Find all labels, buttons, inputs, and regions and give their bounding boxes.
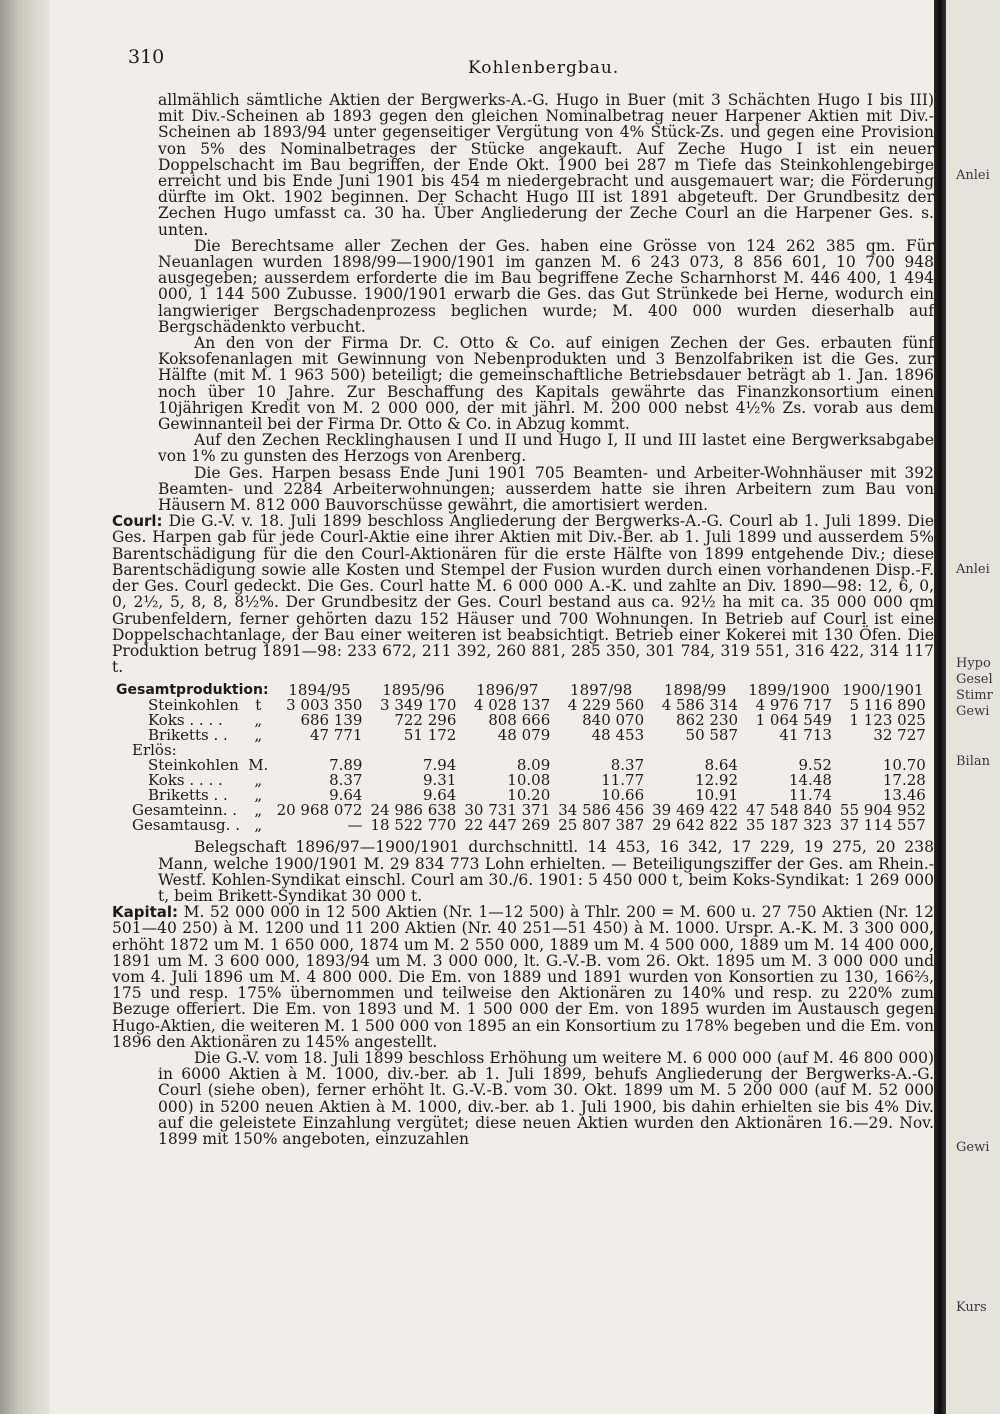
table-cell: 7.94: [422, 756, 457, 775]
table-cell: 32 727: [873, 726, 926, 745]
margin-fragment: Stimr: [956, 688, 993, 703]
table-cell: 4 028 137: [473, 696, 551, 715]
courl-lead: Courl:: [112, 512, 163, 531]
table-cell: 51 172: [403, 726, 457, 745]
table-cell: 22 447 269: [464, 816, 551, 835]
margin-fragment: Anlei: [956, 562, 990, 577]
year-header: 1896/97: [476, 681, 539, 700]
row-label: Gesamteinn. .: [132, 801, 238, 820]
table-cell: 8.37: [329, 771, 363, 790]
margin-fragment: Gewi: [956, 1140, 990, 1155]
margin-fragment: Anlei: [956, 168, 990, 183]
paragraph-hugo: allmählich sämtliche Aktien der Bergwerks-A.-G. Hugo in Buer (mit 3 Schächten Hugo I bis III) mit Div.-Scheinen ab 1893 gegen den gleichen Nominalbetrag neuer Harpener Aktien mit Div.-Scheinen ab 1893/94 unter gegenseitiger Vergütung von 4% Stück-Zs. und gegen eine Provision von 5% des Nominalbetrages der Stücke angekauft. Auf Zeche Hugo I ist ein neuer Doppelschacht im Bau begriffen, der Ende Okt. 1900 bei 287 m Tiefe das Steinkohlengebirge erreicht und bis Ende Juni 1901 bis 454 m niedergebracht und ausgemauert war; die Förderung dürfte im Okt. 1902 beginnen. Der Schacht Hugo III ist 1891 abgeteuft. Der Grundbesitz der Zechen Hugo umfasst ca. 30 ha. Über Angliederung der Zeche Courl an die Harpener Ges. s. unten.: [158, 91, 934, 239]
year-header: 1897/98: [570, 681, 633, 700]
table-cell: 48 079: [497, 726, 551, 745]
table-cell: 10.66: [601, 786, 645, 805]
paragraph-berechtsame: Die Berechtsame aller Zechen der Ges. haben eine Grösse von 124 262 385 qm. Für Neuanlagen wurden 1898/99—1900/1901 im ganzen M. 6 243 073, 8 856 601, 10 700 948 ausgegeben; ausserdem erforderte die im Bau begriffene Zeche Scharnhorst M. 446 400, 1 494 000, 1 144 500 Zubusse. 1900/1901 erwarb die Ges. das Gut Strünkede bei Herne, wodurch ein langwieriger Bergschadenprozess beglichen wurde; M. 400 000 wurden dieserhalb auf Bergschädenkto verbucht.: [158, 236, 934, 336]
table-row: [112, 818, 930, 833]
row-unit: „: [254, 711, 263, 730]
year-header: 1895/96: [382, 681, 445, 700]
table-cell: 12.92: [695, 771, 739, 790]
table-cell: 808 666: [488, 711, 551, 730]
year-header: 1898/99: [663, 681, 727, 700]
table-cell: 29 642 822: [652, 816, 739, 835]
margin-fragment: Kurs: [956, 1300, 987, 1315]
table-cell: 7.89: [329, 756, 363, 775]
production-table: [112, 683, 930, 833]
row-label: Steinkohlen: [148, 696, 239, 715]
paragraph-gv: Die G.-V. vom 18. Juli 1899 beschloss Erhöhung um weitere M. 6 000 000 (auf M. 46 800 000) in 6000 Aktien à M. 1000, div.-ber. ab 1. Juli 1899, behufs Angliederung der Bergwerks-A.-G. Courl (siehe oben), ferner erhöht lt. G.-V.-B. vom 30. Okt. 1899 um M. 5 200 000 (auf M. 52 000 000) in 5200 neuen Aktien à M. 1000, div.-ber. ab 1. Juli 1900, bis dahin erhielten sie bis 4% Div. auf die geleistete Einzahlung vergütet; diese neuen Aktien wurden den Aktionären 16.—29. Nov. 1899 mit 150% angeboten, einzuzahlen: [158, 1048, 934, 1148]
book-spine: [934, 0, 946, 1414]
row-label: Gesamtausg. .: [132, 816, 240, 835]
table-cell: 4 586 314: [661, 696, 739, 715]
table-cell: 30 731 371: [464, 801, 551, 820]
row-unit: „: [254, 816, 263, 835]
table-cell: 686 139: [300, 711, 363, 730]
table-cell: 9.64: [422, 786, 457, 805]
table-cell: 5 116 890: [849, 696, 926, 715]
table-cell: 18 522 770: [370, 816, 457, 835]
page-number: 310: [128, 46, 165, 68]
table-cell: 13.46: [882, 786, 926, 805]
table-cell: 39 469 422: [652, 801, 739, 820]
courl-text: Die G.-V. v. 18. Juli 1899 beschloss Angliederung der Bergwerks-A.-G. Courl ab 1. Juli 1899. Die Ges. Harpen gab für jede Courl-Aktie eine ihrer Aktien mit Div.-Ber. ab 1. Juli 1899 und ausserdem 5% Barentschädigung für die den Courl-Aktionären für die erste Hälfte von 1899 entgehende Div.; diese Barentschädigung sowie alle Kosten und Stempel der Fusion wurden durch einen vorhandenen Disp.-F. der Ges. Courl gedeckt. Die Ges. Courl hatte M. 6 000 000 A.-K. und zahlte an Div. 1890—98: 12, 6, 0, 0, 2½, 5, 8, 8, 8½%. Der Grundbesitz der Ges. Courl bestand aus ca. 92½ ha mit ca. 35 000 000 qm Grubenfeldern, ferner gehörten dazu 152 Häuser und 700 Wohnungen. In Betrieb auf Courl ist eine Doppelschachtanlage, der Bau einer weiteren ist beabsichtigt. Betrieb einer Kokerei mit 130 Öfen. Die Produktion betrug 1891—98: 233 672, 211 392, 260 881, 285 350, 301 784, 319 551, 316 422, 314 117 t.: [112, 512, 934, 677]
table-cell: 4 976 717: [755, 696, 832, 715]
main-text: [112, 92, 934, 1147]
row-unit: t: [255, 696, 262, 715]
margin-fragment: Bilan: [956, 754, 990, 769]
table-cell: 1 123 025: [849, 711, 926, 730]
kapital-text: M. 52 000 000 in 12 500 Aktien (Nr. 1—12 500) à Thlr. 200 = M. 600 u. 27 750 Aktien (Nr. 12 501—40 250) à M. 1200 und 11 200 Aktien (Nr. 40 251—51 450) à M. 1000. Urspr. A.-K. M. 3 300 000, erhöht 1872 um M. 1 650 000, 1874 um M. 2 550 000, 1889 um M. 4 500 000, 1889 um M. 14 400 000, 1891 um M. 3 600 000, 1893/94 um M. 3 000 000, lt. G.-V.-B. vom 26. Okt. 1895 um M. 3 000 000 und vom 4. Juli 1896 um M. 4 800 000. Die Em. von 1889 und 1891 wurden von Konsortien zu 130, 166⅔, 175 und resp. 175% übernommen und teilweise den Aktionären zu 140% und resp. zu 220% zum Bezuge offeriert. Die Em. von 1893 und M. 1 500 000 der Em. von 1895 wurden im Austausch gegen Hugo-Aktien, die weiteren M. 1 500 000 von 1895 an ein Konsortium zu 178% begeben und die Em. von 1896 den Aktionären zu 145% angestellt.: [112, 903, 934, 1051]
table-cell: 840 070: [582, 711, 645, 730]
table-cell: 722 296: [394, 711, 457, 730]
row-label: Steinkohlen: [148, 756, 239, 775]
table-cell: 8.64: [704, 756, 739, 775]
table-cell: 9.52: [798, 756, 832, 775]
table-cell: 9.31: [422, 771, 457, 790]
table-cell: 20 968 072: [276, 801, 363, 820]
table-cell: 35 187 323: [746, 816, 832, 835]
margin-fragment: Gesel: [956, 672, 993, 687]
kapital-lead: Kapital:: [112, 903, 179, 922]
year-header: 1900/1901: [842, 681, 924, 700]
row-unit: „: [254, 801, 263, 820]
row-label: Briketts . .: [148, 726, 228, 745]
margin-fragment: Hypo: [956, 656, 991, 671]
row-label: Koks . . . .: [148, 771, 223, 790]
paragraph-abgabe: Auf den Zechen Recklinghausen I und II und Hugo I, II und III lastet eine Bergwerksabgabe von 1% zu gunsten des Herzogs von Arenberg.: [158, 431, 934, 466]
table-cell: 34 586 456: [558, 801, 645, 820]
row-unit: „: [254, 786, 263, 805]
running-head: Kohlenbergbau.: [468, 58, 620, 78]
table-cell: 9.64: [329, 786, 363, 805]
erloes-label: Erlös:: [132, 741, 177, 760]
table-cell: 3 003 350: [286, 696, 363, 715]
row-unit: M.: [248, 756, 269, 775]
margin-fragment: Gewi: [956, 704, 990, 719]
table-cell: 47 771: [309, 726, 363, 745]
paragraph-kapital: [112, 904, 934, 1050]
table-cell: —: [347, 816, 363, 835]
table-cell: 50 587: [685, 726, 739, 745]
table-heading: Gesamtproduktion:: [116, 682, 269, 699]
row-label: Briketts . .: [148, 786, 228, 805]
table-cell: 10.70: [882, 756, 926, 775]
table-cell: 11.74: [788, 786, 832, 805]
table-cell: 24 986 638: [370, 801, 457, 820]
table-cell: 8.09: [516, 756, 551, 775]
table-cell: 37 114 557: [839, 816, 926, 835]
paragraph-wohnungen: Die Ges. Harpen besass Ende Juni 1901 705 Beamten- und Arbeiter-Wohnhäuser mit 392 Beamten- und 2284 Arbeiterwohnungen; ausserdem hatte sie ihren Arbeitern zum Bau von Häusern M. 812 000 Bauvorschüsse gewährt, die amortisiert werden.: [158, 463, 934, 515]
table-cell: 25 807 387: [558, 816, 645, 835]
row-label: Koks . . . .: [148, 711, 223, 730]
table-cell: 14.48: [788, 771, 832, 790]
table-cell: 10.08: [507, 771, 551, 790]
table-cell: 11.77: [601, 771, 645, 790]
table-cell: 8.37: [610, 756, 645, 775]
table-cell: 41 713: [779, 726, 832, 745]
table-cell: 3 349 170: [380, 696, 457, 715]
table-cell: 4 229 560: [567, 696, 645, 715]
table-cell: 47 548 840: [746, 801, 832, 820]
table-cell: 55 904 952: [839, 801, 926, 820]
row-unit: „: [254, 771, 263, 790]
next-page-edge: [946, 0, 1000, 1414]
table-cell: 1 064 549: [755, 711, 832, 730]
table-cell: 862 230: [676, 711, 739, 730]
year-header: 1899/1900: [748, 681, 830, 700]
table-cell: 17.28: [882, 771, 926, 790]
table-cell: 10.20: [507, 786, 551, 805]
left-gutter-shadow: [0, 0, 50, 1414]
table-cell: 48 453: [591, 726, 645, 745]
row-unit: „: [254, 726, 263, 745]
paragraph-koksofen: An den von der Firma Dr. C. Otto & Co. auf einigen Zechen der Ges. erbauten fünf Koksofenanlagen mit Gewinnung von Nebenprodukten und 3 Benzolfabriken ist die Ges. zur Hälfte (mit M. 1 963 500) beteiligt; die gemeinschaftliche Betriebsdauer beträgt ab 1. Jan. 1896 noch über 10 Jahre. Zur Beschaffung des Kapitals gewährte das Finanzkonsortium einen 10jährigen Kredit von M. 2 000 000, der mit jährl. M. 200 000 nebst 4½% Zs. vorab aus dem Gewinnanteil bei der Firma Dr. Otto & Co. in Abzug kommt.: [158, 334, 934, 434]
table-row: [112, 728, 930, 743]
paragraph-courl: [112, 513, 934, 675]
paragraph-belegschaft: Belegschaft 1896/97—1900/1901 durchschnittl. 14 453, 16 342, 17 229, 19 275, 20 238 Mann, welche 1900/1901 M. 29 834 773 Lohn erhielten. — Beteiligungsziffer der Ges. am Rhein.-Westf. Kohlen-Syndikat einschl. Courl am 30./6. 1901: 5 450 000 t, beim Koks-Syndikat: 1 269 000 t, beim Brikett-Syndikat 30 000 t.: [158, 838, 934, 905]
table-cell: 10.91: [695, 786, 739, 805]
year-header: 1894/95: [288, 681, 351, 700]
